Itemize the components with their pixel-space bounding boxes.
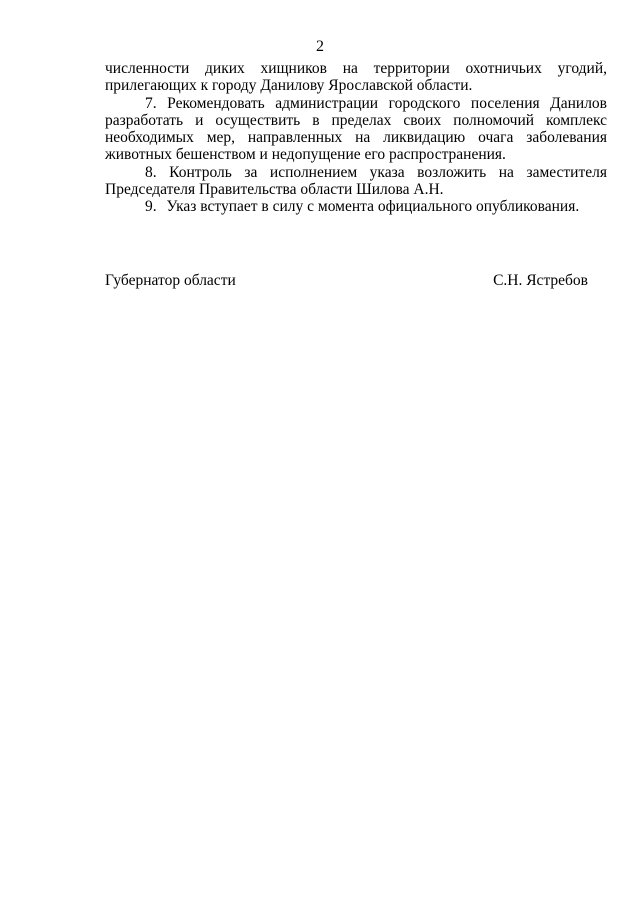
paragraph-text: численности диких хищников на территории охотничьих угодий, прилегающих к городу Данилову Ярославской области. <box>105 60 607 95</box>
page-number: 2 <box>316 38 324 55</box>
paragraph-text: Рекомендовать администрации городского поселения Данилов разработать и осуществить в пределах своих полномочий комплекс необходимых мер, направленных на ликвидацию очага заболевания животных бешенством и недопущение его распространения. <box>105 94 608 164</box>
paragraph-text: Указ вступает в силу с момента официального опубликования. <box>166 198 580 216</box>
item-number: 8. <box>145 163 157 181</box>
signature-block <box>105 272 588 290</box>
signatory-position: Губернатор области <box>105 272 236 289</box>
paragraph-item-9 <box>105 198 607 215</box>
signatory-name: С.Н. Ястребов <box>493 272 588 289</box>
paragraph-item-8 <box>105 164 607 199</box>
document-body <box>105 60 607 216</box>
paragraph-text: Контроль за исполнением указа возложить на заместителя Председателя Правительства области Шилова А.Н. <box>105 163 607 199</box>
item-number: 7. <box>145 94 157 112</box>
item-number: 9. <box>145 198 157 216</box>
paragraph-item-7 <box>105 95 607 164</box>
paragraph-continuation <box>105 60 607 95</box>
